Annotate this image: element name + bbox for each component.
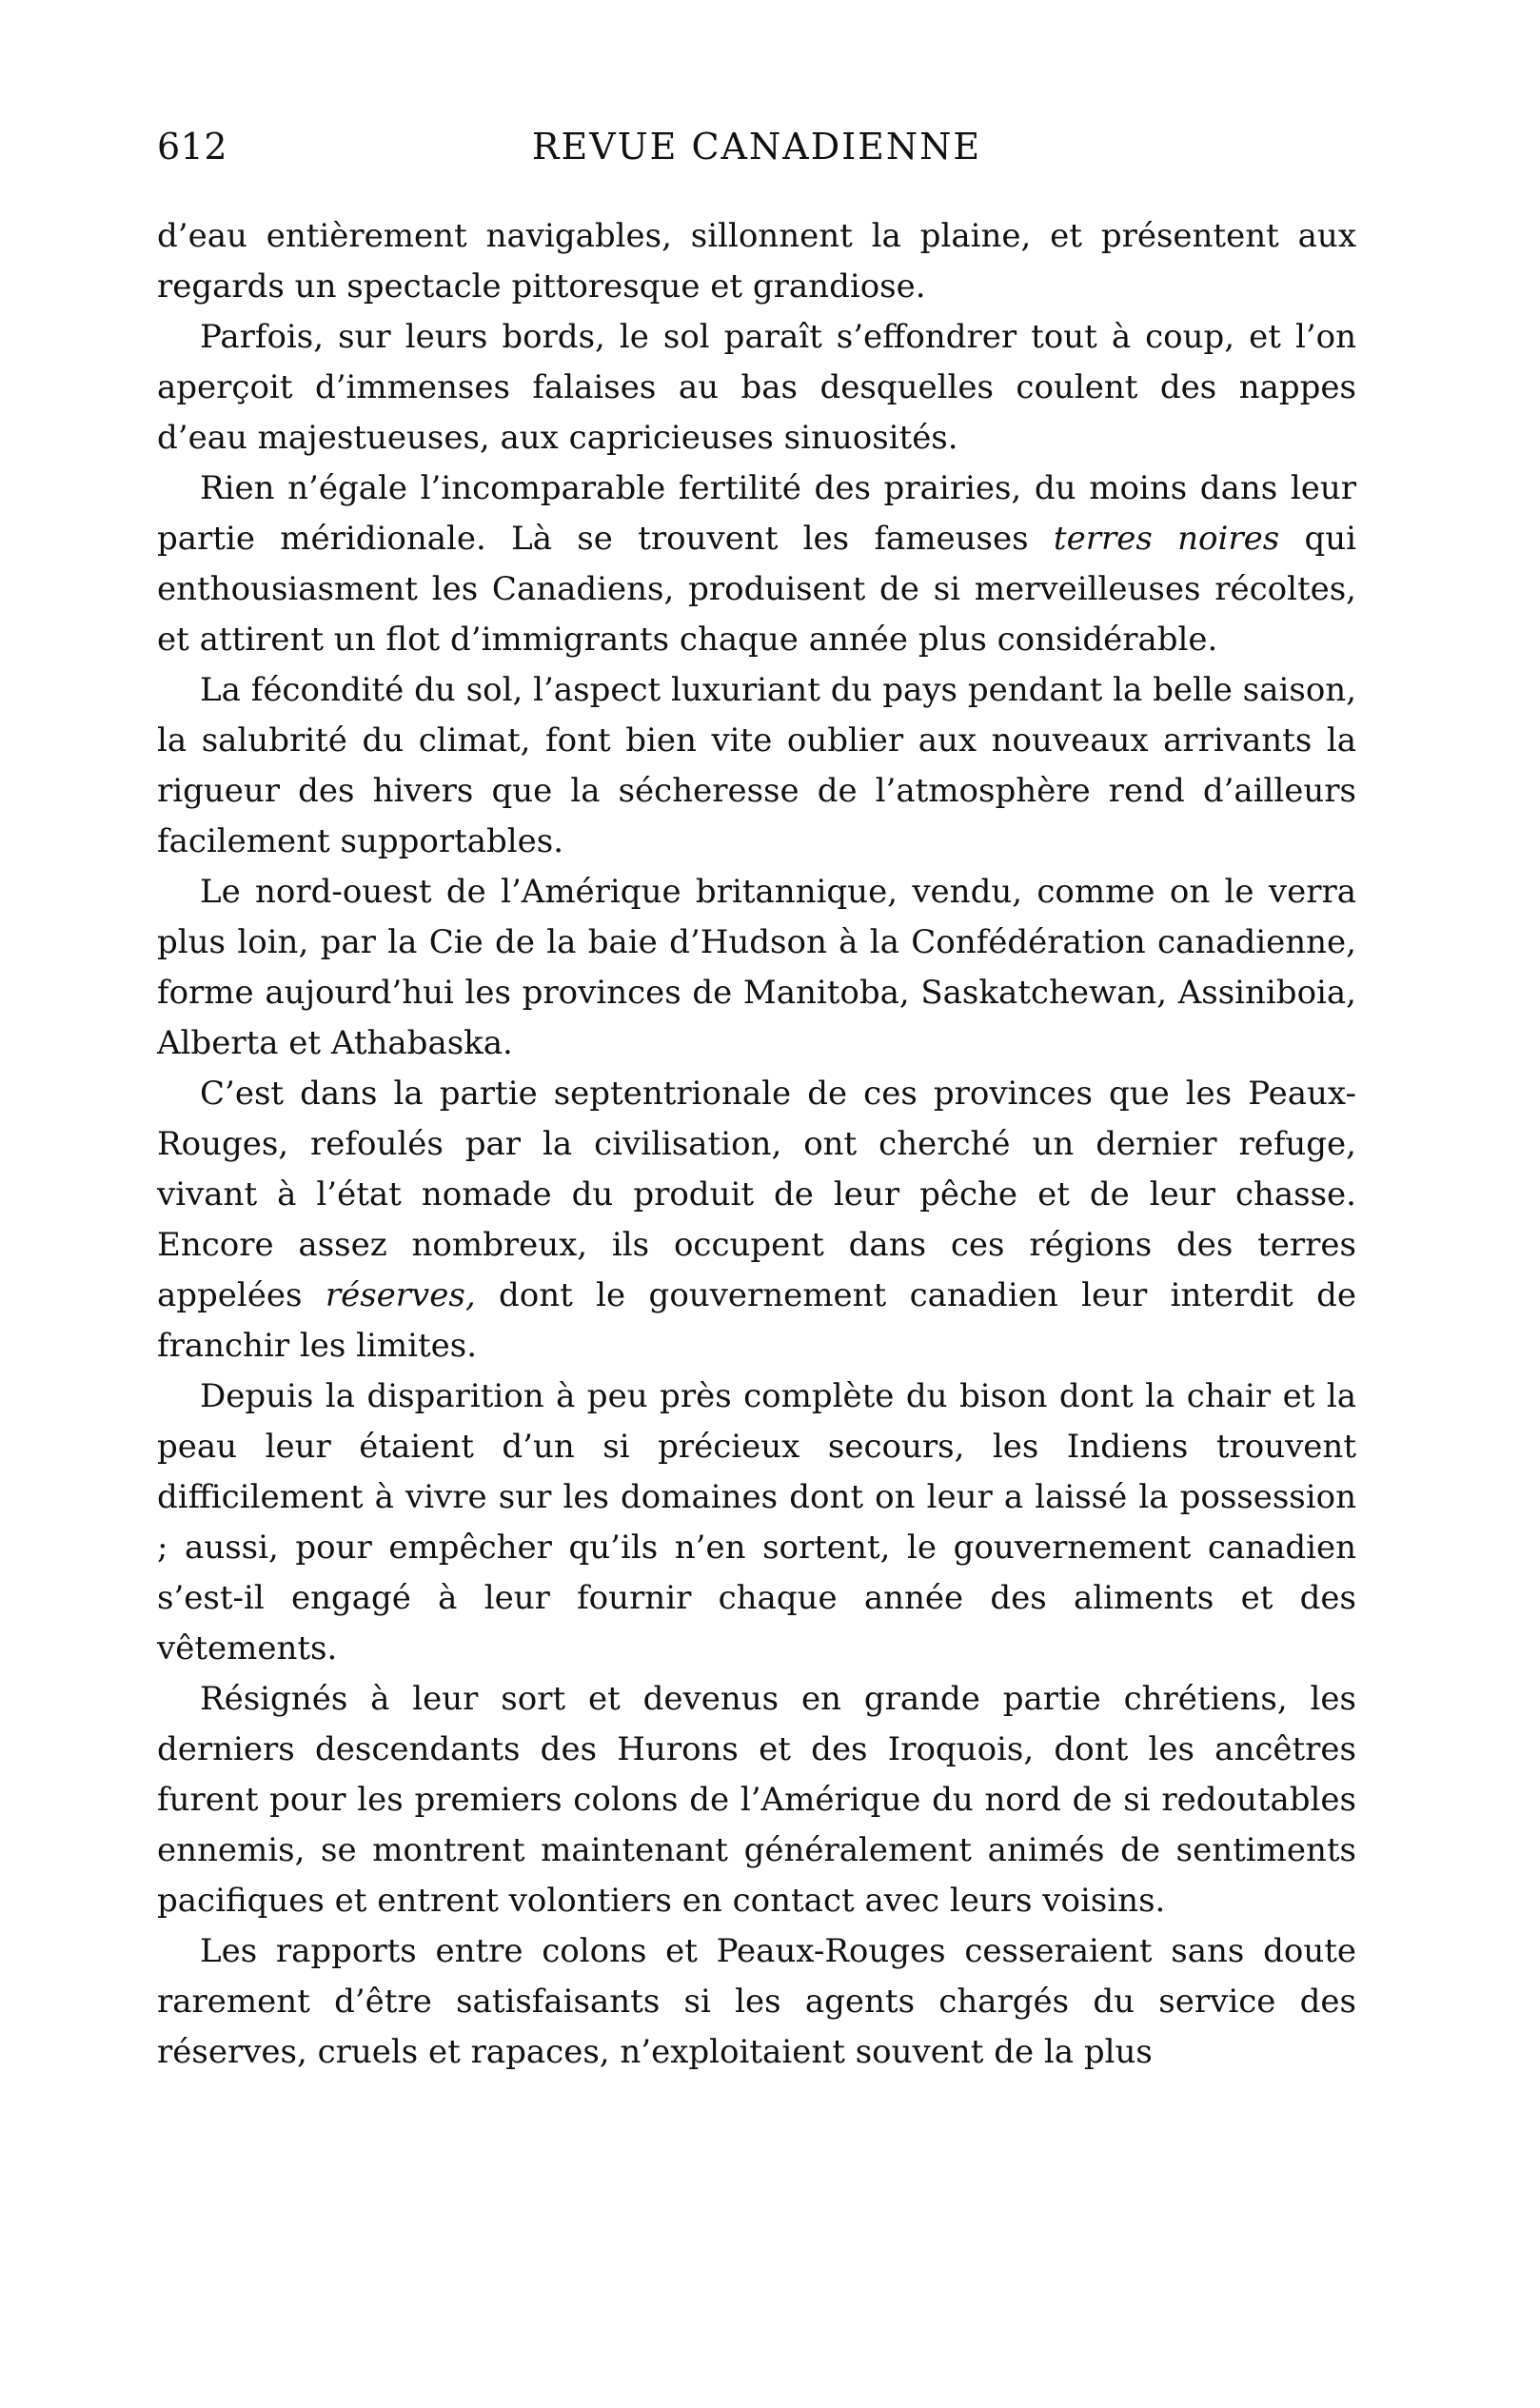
paragraph-text: Résignés à leur sort et devenus en grande partie chrétiens, les derniers descendants des Hurons et des Iroquois, dont les ancêtres furent pour les premiers colons de l’Amérique du nord de si redoutables ennemis, se montrent maintenant généralement animés de sentiments pacifiques et entrent volontiers en contact avec leurs voisins. — [157, 1680, 1356, 1920]
body-text — [157, 211, 1356, 2078]
page-header — [157, 126, 1356, 183]
paragraph — [157, 1926, 1356, 2078]
paragraph-text: Rien n’égale l’incomparable fertilité des prairies, du moins dans leur partie méridionale. Là se trouvent les fameuses — [157, 469, 1356, 558]
paragraph-text: Les rapports entre colons et Peaux-Rouges cesseraient sans doute rarement d’être satisfaisants si les agents chargés du service des réserves, cruels et rapaces, n’exploitaient souvent de la plus — [157, 1932, 1356, 2071]
paragraph — [157, 464, 1356, 665]
paragraph-text: La fécondité du sol, l’aspect luxuriant du pays pendant la belle saison, la salubrité du climat, font bien vite oublier aux nouveaux arrivants la rigueur des hivers que la sécheresse de l’atmosphère rend d’ailleurs facilement supportables. — [157, 671, 1356, 860]
paragraph-text: dont le gouvernement canadien leur interdit de franchir les limites. — [157, 1276, 1356, 1365]
paragraph — [157, 1069, 1356, 1372]
paragraph — [157, 665, 1356, 867]
paragraph — [157, 1674, 1356, 1926]
running-head: REVUE CANADIENNE — [531, 126, 982, 168]
page-number: 612 — [157, 126, 228, 168]
paragraph-text: qui enthousiasment les Canadiens, produisent de si merveilleuses récoltes, et attirent un flot d’immigrants chaque année plus considérable. — [157, 520, 1357, 659]
paragraph — [157, 312, 1356, 464]
paragraph-text: d’eau entièrement navigables, sillonnent la plaine, et présentent aux regards un spectacle pittoresque et grandiose. — [157, 217, 1356, 306]
paragraph-text: Depuis la disparition à peu près complète du bison dont la chair et la peau leur étaient d’un si précieux secours, les Indiens trouvent difficilement à vivre sur les domaines dont on leur a laissé la possession ; aussi, pour empêcher qu’ils n’en sortent, le gouvernement canadien s’est-il engagé à leur fournir chaque année des aliments et des vêtements. — [157, 1377, 1356, 1668]
paragraph — [157, 1372, 1356, 1674]
paragraph — [157, 867, 1356, 1069]
paragraph-text: Parfois, sur leurs bords, le sol paraît s’effondrer tout à coup, et l’on aperçoit d’immenses falaises au bas desquelles coulent des nappes d’eau majestueuses, aux capricieuses sinuosités. — [157, 318, 1356, 457]
paragraph-text: Le nord-ouest de l’Amérique britannique, vendu, comme on le verra plus loin, par la Cie de la baie d’Hudson à la Confédération canadienne, forme aujourd’hui les provinces de Manitoba, Saskatchewan, Assiniboia, Alberta et Athabaska. — [157, 873, 1356, 1062]
paragraph — [157, 211, 1356, 312]
paragraph-text: C’est dans la partie septentrionale de ces provinces que les Peaux-Rouges, refoulés par la civilisation, ont cherché un dernier refuge, vivant à l’état nomade du produit de leur pêche et de leur chasse. Encore assez nombreux, ils occupent dans ces régions des terres appelées — [157, 1075, 1356, 1314]
italic-phrase: terres noires — [1053, 520, 1280, 558]
italic-phrase: réserves, — [325, 1276, 476, 1314]
